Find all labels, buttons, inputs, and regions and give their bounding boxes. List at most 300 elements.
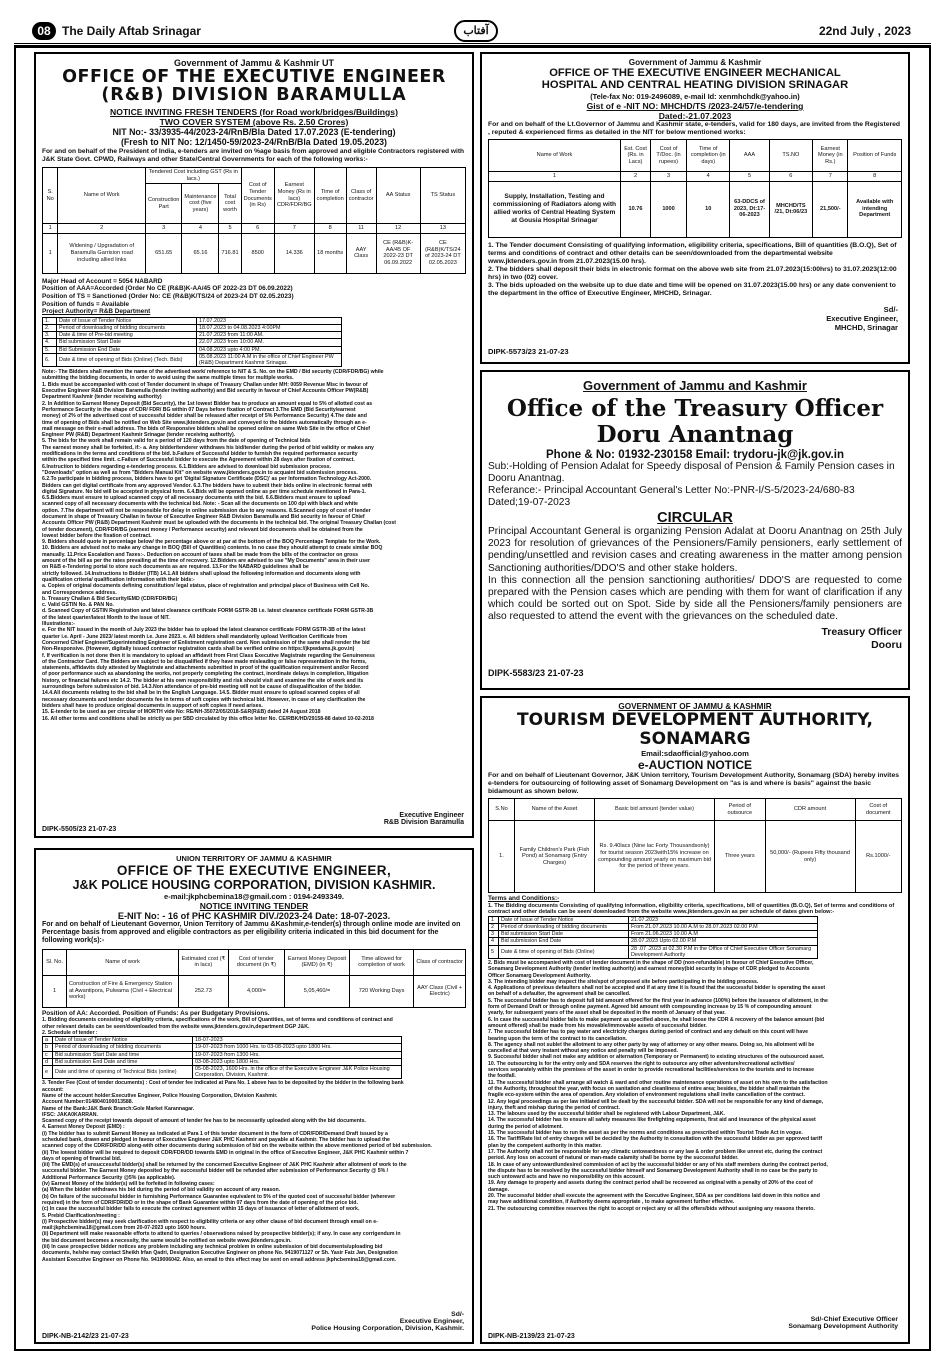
ad-tourism-sonamarg [480,696,910,1344]
table-cell: 10 [687,181,730,237]
col-header: Name of work [67,949,179,975]
division-title: (R&B) DIVISION BARAMULLA [101,85,407,105]
office-title: OFFICE OF THE EXECUTIVE ENGINEER, [116,863,392,878]
col-header: S.No [489,799,515,821]
sched-value: 18-07-2023 [193,1037,402,1044]
term-line: Bidders can get digital certificate from any approved Vendor. 6.3.The bidders have to submit their bids online in electronic format with [42,482,373,489]
term-line: 9. Successful bidder shall not make any addition or alternation (Temporary or Permanent) to existing structures of the outsourced asset. [488,1054,825,1061]
term-line: 3. Tender Fee (Cost of tender documents) : Cost of tender fee indicated at Para No. 1 above has to be deposited by the bidder in the following bank [42,1080,404,1087]
term-line: the bid document becomes a necessity, the same would be notified on website www.jktenders.gov.in. [42,1237,292,1244]
sched-no: 3. [43,332,57,339]
term-line: 3. The intending bidder may inspect the site/spot of proposed site before participating in the bidding process. [488,978,759,985]
table-cell: 1 [43,233,58,273]
term-line: such untoward acts and have no responsibility on this account. [488,1174,645,1181]
terms-text [42,369,466,722]
dipk-ref: DIPK-NB-2142/23 21-07-23 [42,1333,129,1340]
term-line: of the latest quarter/latest Month to the issue of NIT. [42,614,170,621]
table-cell: Rs. 9.40lacs (Nine lac Forty Thousandsonly) for tourist season 2023with15% increase on compounding amount yearly on maximum bid for the period of three years. [595,821,715,893]
term-line: document in shape of Treasury Challan in favour of Executive Engineer R&B Division Baramulla and Bid security in favour of Chief [42,514,365,520]
term-line: strictly followed. 14.Instructions to Bidder (ITB) 14.1.All bidders shall upload the following information and documents along with [42,570,361,577]
govt-line: Government of Jammu & Kashmir UT [173,58,335,68]
term-line: successful bidder. The Earnest Money deposited by the successful bidder will be refunded after submission of Performance Security @ 5% / [42,1168,389,1175]
term-line: time of opening of Bids shall be notified on Web Site www.jktenders.gov.in and conveyed to the bidders automatically through an e- [42,419,367,426]
term-line: (iii) In case prospective bidder notices any problem including any technical problem in online submission of bid documents/uploading bid [42,1244,383,1251]
fresh-nit: (Fresh to NIT No: 12/1450-59/2023-24/RnB/Bla Dated 19.05.2023) [121,137,387,147]
signer-title: Executive Engineer, [399,1318,464,1325]
intro-text: For and on behalf of Lieutenant Governor, Union Territory of Jammu &Kashmir,e-tender(s) through online mode are invited on Percentage basis from approved and eligible contractors as per eligibility criteria indicated in this bid document for the following work(s):- [42,921,461,945]
sched-value: 28 .07 .2023 at 02.30 P.M in the Office of Chief Executive Officer Sonamarg Development Authority [629,945,818,958]
term-line: 2. Bids must be accompanied with cost of tender document in the shape of DD (non-refundable) in favour of Chief Executive Officer, [488,960,814,966]
govt-line: Government of Jammu and Kashmir [583,378,807,393]
table-cell: 1 [43,975,67,1007]
contact-line: e-mail:jkphcbemina18@gmail.com : 0194-2493349. [164,892,344,901]
division-title: HOSPITAL AND CENTRAL HEATING DIVISION SRINAGAR [541,79,849,91]
col-header: Time allowed for completion of work [349,949,413,975]
term-line: 2. Schedule of tender : [42,1029,98,1036]
col-number: 5 [219,224,241,234]
col-number: 12 [376,224,420,234]
term-line: 5. Prebid Clarification/meeting : [42,1212,120,1219]
fact-line: Position of TS = Sanctioned (Order No: CE (R&B)K/TS/24 of 2023-24 DT 02.05.2023) [42,292,294,300]
sched-label: Period of downloading of bidding documents [53,1044,193,1051]
term-line: b. Treasury Challan & Bid Security/EMD (CDR/FDR/BG) [42,595,178,602]
dipk-ref: DIPK-NB-2139/23 21-07-23 [488,1333,575,1340]
table-cell: 18 months [314,233,346,273]
col-header: Name of the Asset [515,799,595,821]
col-header: Construction Part [146,184,182,224]
term-line: necessary documents and tender documents fee in terms of soft copies with technical bid. However, in case of any clarification the [42,696,366,703]
col-number: 7 [813,172,848,182]
term-line: money) of 2% of the advertised cost of successful bidder shall be released after receipt of 5% Performance Security) 4.The date and [42,413,367,420]
dipk-ref: DIPK-5505/23 21-07-23 [42,825,117,833]
term-line: 2. In Addition to Earnest Money Deposit (Bid Security), the 1st lowest Bidder has to produce an amount equal to 5% of allotted cost as [42,400,373,407]
col-number: 4 [687,172,730,182]
schedule-table [42,1036,402,1079]
signer-title: Executive Engineer, [826,314,898,323]
table-cell: Family Children's Park (Fish Pond) at Sonamarg (Entry Charges) [515,821,595,893]
ad-treasury-dooru [480,370,910,690]
sched-no: 5. [43,346,57,353]
ad-mhchd-srinagar [480,52,910,364]
col-group-header: Tendered Cost including GST (Rs in lacs.) [146,168,242,184]
term-line: 6.2.To participate in bidding process, bidders have to get 'Digital Signature Certificate (DSC)' as per Information Technology Act-2000. [42,476,372,483]
table-cell: Construction of Fire & Emergency Station at Awantipora, Pulwama (Civil + Electrical works) [67,975,179,1007]
term-line: of tender document), CDR/FDR/BG (earnest money / Performance security) and relevant bid documents shall be obtained from the [42,526,363,533]
dated-line: Dated:-21.07.2023 [658,111,732,121]
term-line: the footfall. [488,1073,516,1080]
table-cell: 1. [489,821,515,893]
term-line: Concerned Chief Engineer/Superintending Engineer of Enlistment registration card. Non submission of the same shall render the bid [42,639,370,646]
term-line: Accounts Officer PW (R&B) Department Kashmir must be uploaded with the documents in the technical bid. The original Treasury Challan (cost [42,520,396,527]
term-line: (b) On failure of the successful bidder in furnishing Performance Guarantee equivalent to 5% of the quoted cost of successful bidder (wherever [42,1193,396,1200]
term-line: 5. The bids for the work shall remain valid for a period of 120 days from the date of opening of Technical bids [42,438,311,445]
govt-line: GOVERNMENT OF JAMMU & KASHMIR [618,702,772,711]
col-header: CDR amount [765,799,855,821]
term-line: 21. The outsourcing committee reserves the right to accept or reject any or all the offers/bids without assigning any reasons thereto. [488,1205,815,1212]
term-line: Name of the Bank:J&K Bank Branch:Gole Market Karannagar. [42,1105,195,1112]
table-cell: Supply, Installation, Testing and commissioning of Radiators along with allied works of Central Heating System at Gousia Hospital Srinagar [489,181,621,237]
sched-value: 05.08.2023 11:00 A.M in the office of Chief Engineer PW (R&B) Department Kashmir Srinagar. [197,353,342,366]
signer-office: MHCHD, Srinagar [834,323,898,332]
works-table [42,949,466,1008]
sched-no: 1. [43,317,57,324]
col-header: AAA [730,140,769,172]
sched-label: Date & time of opening of Bids (Online) [499,945,629,958]
govt-line: Government of Jammu & Kashmir [628,58,762,67]
term-line: (i) The bidder has to submit Earnest Money as indicated at Para 1 of this tender document in the form of CDR/FDR/Demand Draft issued by a [42,1130,388,1137]
term-line: 14.4.All documents relating to the bid shall be in the English Language. 14.5. Bidder must ensure to upload scanned copies of all [42,690,360,697]
term-item: 1. The Tender document Consisting of qualifying information, eligibility criteria, specifications, Bill of quantities (B.O.Q), Set of terms and conditions of contract and other details can be seen/downloaded from the departmental website www.jktenders.gov.in from 21.07.2023(15.00 hrs). [488,241,897,265]
term-line: scanned copy of the CDR/FDR/DD along-with other documents during submission of bid on the website within the above mentioned period of bid submission. [42,1143,432,1150]
term-line: of the Contractor Card. The Bidders are subject to be disqualified if they have made misleading or false representation in the forms, [42,658,367,665]
term-line: documents, he/she may contact Sheikh Irfan Qadri, Designation Executive Engineer on phone No. 9419071127 or Sh. Yasir Faiz Jan, Designation [42,1250,398,1257]
term-line: scheduled bank, drawn and pledged in favour of Executive Engineer J&K PHC Kashmir and payable at Kashmir. The bidder has to upload the [42,1136,390,1143]
table-cell: CE (R&B)K-AA/45 OF 2022-23 DT 06.09.2022 [376,233,420,273]
sched-label: Bid submission Start Date and time [53,1051,193,1058]
sched-value: 03-08-2023 upto 1800 Hrs. [193,1058,402,1065]
table-cell: 1000 [651,181,687,237]
table-cell: 8500 [241,233,274,273]
sched-value: 28.07.2023 Upto 02.00 P.M [629,938,818,945]
term-line: 10. Bidders are advised not to make any change in BOQ (Bill of Quantities) contents. In no case they should attempt to create similar BOQ [42,545,383,552]
sched-no: a [43,1037,53,1044]
term-item: 2. The bidders shall deposit their bids in electronic format on the above web site from 21.07.2023(15:00hrs) to 31.07.2023(12:00 hrs) in two (02) cover. [488,265,897,281]
col-header: Cost of Tender Documents (in Rs) [241,168,274,224]
col-number: 2 [621,172,651,182]
term-line: plan by the competent authority in this matter. [488,1142,602,1149]
terms-title: Terms and Conditions:- [488,895,560,902]
nit-number: NIT No:- 33/3935-44/2023-24/RnB/Bla Dated 17.07.2023 (E-tendering) [112,127,396,137]
email-line: Email:sdaofficial@yahoo.com [641,749,749,758]
col-header: Maintenance cost (five years) [182,184,219,224]
term-line: Performance Security in the shape of CDR/ FDR/ BG within 07 Days before fixation of Contract 3.The EMD (Bid Security/earnest [42,406,356,413]
signer-sd: Sd/- [451,1311,464,1318]
col-number: 3 [146,224,182,234]
term-line: the dispute has to be resolved by the successful bidder himself and Sonamarg Development Authority shall in no case be the party to [488,1167,818,1174]
newspaper-logo: آفتاب [454,20,498,42]
table-cell: 21,500/- [813,181,848,237]
signatory [384,812,464,826]
works-table [488,139,902,238]
circular-heading: CIRCULAR [657,510,733,526]
term-line: amount offered) shall be made from his movable/immovable assets of successful bidder. [488,1022,707,1029]
signer-office: Police Housing Corporation, Division, Kashmir. [311,1325,464,1332]
table-cell: 63-DDCS of 2023, Dt:17-06-2023 [730,181,769,237]
col-number: 1 [489,172,621,182]
col-header: Period of outsource [715,799,766,821]
sched-label: Date & time of opening of Bids (Online) (Tech. Bids) [57,353,197,366]
sched-value: 19-07-2023 from 1300 Hrs. [193,1051,402,1058]
table-cell: Three years [715,821,766,893]
term-line: form of Demand Draft or through online payment. Agreed bid amount with compounding increase by 15 % of compounding amount [488,1004,812,1011]
col-header: Name of Work [489,140,621,172]
col-number: 8 [848,172,902,182]
term-line: mail:jkphcbemina18@gmail.com from 20-07-2023 upto 1600 hours. [42,1225,207,1232]
dipk-ref: DIPK-5573/23 21-07-23 [488,347,569,356]
term-line: e. For the NIT issued in the month of July 2023 the bidder has to upload the latest clearance certificate FORM GSTR-3B of the latest [42,627,366,634]
term-line: (a) When the bidder withdraws his bid during the period of bid validity on account of any reason. [42,1187,281,1194]
col-header: Total cost worth [219,184,241,224]
intro-text: For and on behalf of Lieutenant Governor, J&K Union territory, Tourism Development Authority, Sonamarg (SDA) hereby invites e-tenders for outsourcing of following asset of Sonamarg Development on "as is and where is basis" against the basic bidamount as shown below. [488,772,900,795]
term-line: days of opening of financial bid. [42,1155,122,1162]
location-title: SONAMARG [639,729,751,749]
terms-text [488,960,902,1212]
table-cell: CE (R&B)K/TS/24 of 2023-24 DT 02.05.2023 [420,233,465,273]
term-line: c. Valid GSTIN No. & PAN No. [42,602,114,609]
col-header: TS Status [420,168,465,224]
sched-no: 4 [489,938,499,945]
term-line: qualification criteria/ qualification information with their bids:- [42,576,195,583]
term-line: yearly, for subsequent years of the asset shall be deposited in the month of January of that year. [488,1010,726,1017]
table-cell: MHCHD/TS /21, Dt:06/23 [769,181,813,237]
term-line: within the specified time limit. c.Failure of Successful bidder to execute the Agreement within 28 days after fixation of contract. [42,457,355,464]
sched-no: 2 [489,923,499,930]
signer-title: Treasury Officer [821,625,902,638]
position-line: Position of AA: Accorded. Position of Funds: As per Budgetary Provisions. [42,1009,270,1017]
col-header: Est. Cost (Rs. in Lacs) [621,140,651,172]
term-line: history, or financial failures etc 14.2. The bidder at his own responsibility and risk should visit and examine the site of work and its [42,677,364,684]
term-line: 15. E-tender to be used as per circular of MORTH vide No: RE/NH-35072/05/2018-S&R(R&B) dated 24 August 2018 [42,709,321,716]
table-cell: Widening / Upgradation of Baramulla Garrision road including allied links [58,233,146,273]
gist-line: Gist of e -NIT NO: MHCHD/TS /2023-24/57/e-tendering [586,101,804,111]
term-line: 6.5.Bidders must ensure to upload scanned copy of all necessary documents with the bid. 6.6.Bidders must ensure to upload [42,495,351,502]
col-number: 8 [314,224,346,234]
schedule-table [42,317,342,367]
table-cell: 651.65 [146,233,182,273]
term-line: Department Kashmir (tender receiving authority) [42,394,162,401]
term-line: Assistant Executive Engineer on Phone No. 9419006042. Also, an email to this effect may be sent on email address jkphcbemina18@gmail.com. [42,1256,396,1263]
signatory [311,1311,464,1332]
table-cell: AAY Class [346,233,376,273]
term-line: mail message on their e-mail address. The bids of Responsive bidders shall be opened online on same Web Site in the office of Chief [42,425,370,432]
table-cell: Available with intending Department [848,181,902,237]
col-header: Cost of document [855,799,901,821]
col-header: AA Status [376,168,420,224]
table-cell: 716.81 [219,233,241,273]
term-line: 15. The successful bidder has to run the asset as per the norms and conditions as prescribed within Tourist Trade Act in vogue. [488,1130,803,1137]
fact-line: Position of AAA=Accorded (Order No CE (R&B)K-AA/45 OF 2022-23 DT 06.09.2022) [42,285,293,293]
location-title: Doru Anantnag [596,421,794,448]
term-line: (c) In case the successful bidder fails to execute the contract agreement within 15 days of issuance of letter of allotment of work. [42,1206,360,1213]
sched-label: Date of Issue of Tender Notice [499,916,629,923]
auction-heading: e-AUCTION NOTICE [638,758,752,772]
table-cell: 4,000/= [228,975,284,1007]
table-cell: 65.16 [182,233,219,273]
term-line: on behalf of a defaulter, the agreement shall be cancelled. [488,991,631,998]
term-line: quarter i.e. April - June 2023/ latest month i.e. June 2023. e. All bidders shall mandatorily upload Verification Certificate from [42,633,348,640]
term-line: Illustrations:- [42,621,75,628]
notice-line: NOTICE INVITING FRESH TENDERS (for Road work/bridges/Buildings) [110,107,398,117]
term-line: (i) Prospective bidder(s) may seek clarification with respect to eligibility criteria or any other clause of bid document through email on e- [42,1218,378,1225]
nit-number: E-NIT No: - 16 of PHC KASHMIR DIV./2023-24 Date: 18-07-2023. [117,911,391,921]
term-line: injury, theft and mishap during the period of contract. [488,1104,620,1111]
terms-text [42,1017,466,1036]
term-line: 4. Earnest Money Deposit (EMD) : [42,1124,125,1131]
term-line: 4. Applications of previous defaulters shall not be accepted and if at any time it is found that the successful bidder is operating the asset [488,985,826,992]
term-line: during the period of allotment. [488,1123,563,1130]
term-line: account: [42,1086,64,1093]
office-title: TOURISM DEVELOPMENT AUTHORITY, [517,710,873,730]
signer-sd: Sd/- [883,305,898,314]
col-header: Sl. No. [43,949,67,975]
sched-no: 2. [43,324,57,331]
term-line: Non-Responsive. (However, digitally issued contractor registration cards shall be verified online on https://jkpwdams.jk.gov.in) [42,646,355,653]
sched-no: 5 [489,945,499,958]
sched-value: From 21.07.2023 10.00 A.M to 28.07.2023 02.00 P.M [629,923,818,930]
terms-text [488,242,902,298]
term-line: 11. The successful bidder shall arrange all watch & ward and other routine maintenance operations of asset on his own to the satisfaction [488,1079,828,1086]
table-cell: 252.73 [179,975,229,1007]
term-line: other relevant details can be seen/downloaded from the website www.jktenders.gov.in,department DGP J&K. [42,1023,310,1030]
col-header: Cost of tender document (in ₹) [228,949,284,975]
sched-no: 4. [43,339,57,346]
col-header: Earnest Money (in Rs.) [813,140,848,172]
sched-label: Date & time of Pre-bid meeting [57,332,197,339]
ad-rnb-baramulla [34,52,474,838]
term-line: 10. The outsourcing is for the entry only and SDA reserves the right to outsource any other adventure/recreational activities/ [488,1060,795,1067]
signer-title: Sd/-Chief Executive Officer [810,1316,898,1323]
facts-list [42,278,466,316]
term-line: cancelled at that very instant without any notice and penalty will be imposed. [488,1048,678,1055]
reference-line: Referance:- Principal Accountant General's Letter No:-PNR-I/S-5/2023-24/680-83 Dated;19-07-2023 [488,485,855,508]
table-cell: 720 Working Days [349,975,413,1007]
term-line: of the Authority, throughout the year, with focus on sanitation and cleanliness of entire area; besides, the bidder shall maintain the [488,1085,810,1092]
term-line: may have additional condition, if Authority deems appropriate , to make agreement further effective. [488,1199,735,1206]
issue-date: 22nd July , 2023 [818,24,911,38]
term-line: d. Scanned Copy of GSTIN Registration and latest clearance certificate FORM GSTR-3B i.e. latest clearance certificate FORM GSTR-3B [42,608,374,615]
term-line: Officer Sonamarg Development Authority. [488,972,591,979]
col-number: 13 [420,224,465,234]
term-line: fragile eco-system within the area of operation. Any violation of environment regulations shall invite cancellation of the contract. [488,1092,805,1099]
term-line: 14. The successful bidder has to ensure all safety measures like firefighting equipments, first aid and insurance of the physical asset [488,1117,816,1124]
col-number: 5 [730,172,769,182]
circular-para: In this connection all the pension sanctioning authorities/ DDO'S are requested to come prepared with the Pension cases which are pending with them for want of clarification if any which could be sorted out on Spot. Side by side all the Pensioners/family pensioners are also requested to attend the event with the grievances on the scheduled date. [488,574,902,623]
govt-line: UNION TERRITORY OF JAMMU & KASHMIR [176,854,332,863]
term-line: period. Any loss on account of natural or man-made calamity shall be borne by the successful bidder. [488,1155,739,1162]
col-header: S. No [43,168,58,224]
col-header: Estimated cost (₹ in lacs) [179,949,229,975]
notice-line: NOTICE INVITING TENDER [199,901,309,911]
circular-para: Principal Accountant General is organizing Pension Adalat at Dooru Anantnag on 25th July 2023 for resolution of grievances of the Pensioners/Family pensioners, early settlement of pending/unsettled and revision cases and creating awareness in the matter among pension Sanctioning authorities/DDO'S and other stake holders. [488,526,902,574]
sched-value: 19-07-2023 from 1000 Hrs. to 03-08-2023 upto 1800 Hrs. [193,1044,402,1051]
newspaper-name: The Daily Aftab Srinagar [62,24,201,38]
term-line: 1. Bids must be accompanied with cost of Tender document in shape of Treasury Challan under MH: 0059 Revenue Misc in favour of [42,381,368,388]
table-cell: 10.76 [621,181,651,237]
signatory [788,1316,898,1330]
fact-line: Position of funds = Available [42,300,130,308]
sched-label: Date of Issue of Tender Notice [53,1037,193,1044]
works-table [488,798,902,893]
table-cell: AAY Class (Civil + Electric) [414,975,466,1007]
term-line: Account Number:0148040100013588. [42,1099,134,1106]
term-line: surroundings before submission of bid. 14.3.Non attendance of pre-bid meeting will not be cause of disqualification of the bidder. [42,684,362,691]
term-line: of poor performance such as abandoning the works, not properly completing the contract, inordinate delays in completion, litigation [42,671,369,678]
office-title: OFFICE OF THE EXECUTIVE ENGINEER MECHANICAL [549,67,841,79]
term-line: 16. The Tariff/Rate list of entry charges will be decided by the Authority in consultation with the successful bidder as per approved tariff [488,1136,823,1143]
page-number: 08 [32,22,56,40]
term-line: "Downloads" option as well as from "Bidders Manual Kit" on website www.jktenders.gov.in to acquaint bid submission process. [42,469,358,476]
sched-no: b [43,1044,53,1051]
col-header: Cost of T/Doc. (in rupees) [651,140,687,172]
term-line: damage. [488,1186,510,1193]
col-number: 3 [651,172,687,182]
term-line: services separately within the premises of the asset in order to provide recreational facilities/services to the tourists and to increase [488,1067,815,1074]
col-header: Earnest Money (Rs in lacs) CDR/FDR/BG [274,168,314,224]
col-number: 4 [182,224,219,234]
office-title: OFFICE OF THE EXECUTIVE ENGINEER [62,67,446,87]
term-line: Scanned copy of the receipt towards deposit of amount of tender fee has to be necessarily uploaded along with the bid documents. [42,1118,366,1125]
term-line: digital Signature. No bid will be accepted in physical form. 6.4.Bids will be opened online as per time schedule mentioned in Para-1. [42,488,367,495]
term-line: amount of the bill as per the rates prevailing at the time of recovery. 12.Bidders are advised to use "My Documents" area in their user [42,558,370,565]
col-header: Time of completion (in days) [687,140,730,172]
col-number: 11 [346,224,376,234]
sched-value: 21.07.2023 [629,916,818,923]
ad-police-housing [34,848,474,1344]
term-line: Additional Performance Security @5% (as applicable). [42,1174,176,1181]
term-line: scanned copy of all necessary documents with the technical bid. Note: - Scan all the documents on 100 dpi with black and white [42,501,358,508]
division-title: J&K POLICE HOUSING CORPORATION, DIVISION KASHMIR. [72,878,436,892]
sched-value: 04.08.2023 upto 4:00 PM. [197,346,342,353]
col-number: 2 [58,224,146,234]
term-line: 17. The Authority shall not be responsible for any climatic untowardness or any law & order problem like unrest etc, during the contract [488,1148,823,1155]
sched-value: From 21.06.2023 10.00 A.M [629,931,818,938]
term-line: lowest bidder before the fixation of contract. [42,532,152,539]
term-line: 13. The labours used by the successful bidder shall be registered with Labour Department, J&K. [488,1111,725,1118]
term-line: and Correspondence address. [42,589,117,596]
table-cell: Rs.1000/- [855,821,901,893]
sched-no: 1 [489,916,499,923]
term-line: 7. The successful bidder has to pay water and electricity charges during period of contract and any default on this count will have [488,1029,808,1036]
signer-office: Dooru [871,638,902,651]
table-cell: 5,05,460/= [285,975,350,1007]
term-line: Sonamarg Development Authority (tender inviting authority) and earnest money(bid security in shape of CDR pledged to Accounts [488,966,810,973]
fact-line: Project Authority= R&B Department [42,308,151,316]
col-number: 7 [274,224,314,234]
contact-line: (Tele-fax No: 019-2496089, e-mail Id: xenmhchdk@yahoo.in) [590,92,800,101]
term-line: (ii) Department will make reasonable efforts to attend to queries / observations raised by prospective bidder(s); if any. In case any corrigendum in [42,1231,401,1238]
term-line: 6. In case the successful bidder fails to make payment as specified above, he shall loose the CDR & recovery of the balance amount (bid [488,1016,825,1023]
contact-line: Phone & No: 01932-230158 Email: trydoru-jk@jk.gov.in [546,449,844,461]
sched-value: 17.07.2023 [197,317,342,324]
term-line: 19. Any damage to property and assets during the contract period shall be recovered as original with a penalty of 20% of the cost of [488,1180,813,1187]
term-line: a. Copies of original documents defining constitution/ legal status, place of registration and principal place of Business with Cell No. [42,583,370,590]
col-number: 6 [769,172,813,182]
term-line: required) in the form of CDR/FDR/DD or in the shape of Bank Guarantee within 07 days from the date of opening of the price bid. [42,1199,358,1206]
term-line: (iv) Earnest Money of the bidder(s) will be forfeited in following cases: [42,1181,215,1188]
term-line: 16. All other terms and conditions shall be strictly as per SBD circulated by this office letter No. CE/RBK/HD/29158-88 dated 10-02-2018 [42,715,374,722]
term-line: (ii) The lowest bidder will be required to deposit CDR/FDR/DD towards EMD in original in the office of Executive Engineer, J&K PHC Kashmir within 7 [42,1149,409,1156]
signatory [488,626,902,652]
sched-label: Period of downloading of bidding documents [57,324,197,331]
term-line: 9. Bidders should quote in percentage below/ the percentage above or at par at the bottom of the BOQ Percentage Template for the Work. [42,539,381,546]
col-number: 6 [241,224,274,234]
col-header: Time of completion [314,168,346,224]
signer-title: Executive Engineer [399,812,464,819]
sched-label: Bid Submission End Date [57,346,197,353]
term-line: f. If verification is not done then it is mandatory to upload an affidavit from First Class Executive Magistrate regarding the Genuineness [42,652,375,659]
term-line: (iii) The EMD(s) of unsuccessful bidder(s) shall be returned by the concerned Executive Engineer of J&K PHC Kashmir after allotment of work to the [42,1162,407,1169]
col-header: Position of Funds [848,140,902,172]
sched-no: c [43,1051,53,1058]
term-line: 8. The agency shall not sublet the allotment to any other party by way of attorney or any other means. Doing so, his allotment will be [488,1041,815,1048]
works-table [42,167,466,274]
sched-no: e [43,1065,53,1078]
term-line: 6.Instruction to bidders regarding e-tendering process. 6.1.Bidders are advised to download bid submission process. [42,463,332,470]
sched-value: 21.07.2023 from 11:00 AM. [197,332,342,339]
sched-label: Date and time of opening of Technical Bids (online) [53,1065,193,1078]
term-line: manually. 11.Price Escalation and Taxes:-. Deduction on account of taxes shall be made from the bills of the contractor on gross [42,551,359,558]
term-line: 1. Bidding documents consisting of eligibility criteria, specifications of the work, Bill of Quantities, set of terms and conditions of contract and [42,1017,393,1024]
